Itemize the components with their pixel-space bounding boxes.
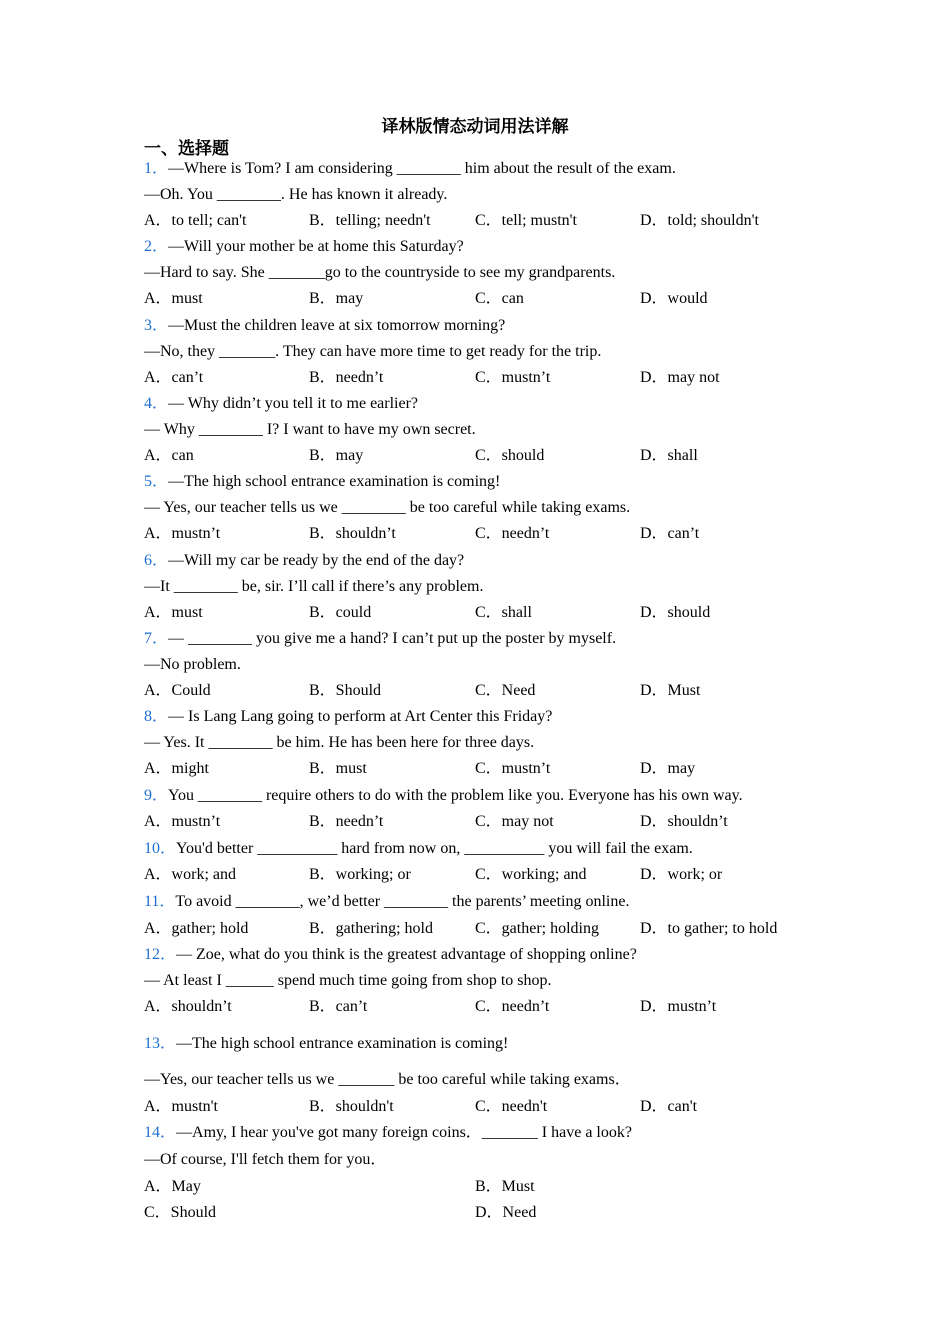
option-d[interactable]: D．mustn’t	[640, 998, 717, 1015]
question-text: — Is Lang Lang going to perform at Art Center this Friday?	[168, 708, 553, 725]
option-c[interactable]: C．working; and	[475, 866, 587, 883]
question-14-line-2: —Of course, I'll fetch them for you．	[144, 1151, 387, 1168]
question-text: —Amy, I hear you've got many foreign coins．_______ I have a look?	[176, 1124, 632, 1141]
option-b[interactable]: B．must	[309, 760, 367, 777]
question-4	[144, 394, 418, 414]
option-a[interactable]: A．might	[144, 760, 209, 777]
question-number: 11．	[144, 893, 176, 910]
option-c[interactable]: C．Should	[144, 1204, 217, 1221]
option-d[interactable]: D．would	[640, 290, 708, 307]
question-number: 12．	[144, 946, 177, 963]
option-c[interactable]: C．can	[475, 290, 524, 307]
question-text: To avoid ________, we’d better ________ the parents’ meeting online.	[175, 893, 630, 910]
question-number: 14．	[144, 1124, 177, 1141]
option-c[interactable]: C．mustn’t	[475, 369, 551, 386]
question-text: — ________ you give me a hand? I can’t put up the poster by myself.	[168, 630, 617, 647]
question-text: You ________ require others to do with the problem like you. Everyone has his own way.	[168, 787, 743, 804]
option-b[interactable]: B．can’t	[309, 998, 368, 1015]
option-b[interactable]: B．gathering; hold	[309, 920, 433, 937]
option-d[interactable]: D．should	[640, 604, 711, 621]
question-13	[144, 1034, 508, 1054]
option-d[interactable]: D．may	[640, 760, 696, 777]
option-c[interactable]: C．needn't	[475, 1098, 548, 1115]
question-11	[144, 892, 629, 912]
option-c[interactable]: C．tell; mustn't	[475, 212, 578, 229]
option-d[interactable]: D．may not	[640, 369, 720, 386]
option-b[interactable]: B．needn’t	[309, 369, 384, 386]
question-10	[144, 839, 693, 859]
option-b[interactable]: B．telling; needn't	[309, 212, 431, 229]
option-a[interactable]: A．must	[144, 604, 203, 621]
question-text: —The high school entrance examination is coming!	[176, 1035, 509, 1052]
question-number: 4．	[144, 395, 169, 412]
option-c[interactable]: C．needn’t	[475, 998, 550, 1015]
question-12	[144, 945, 637, 965]
option-c[interactable]: C．gather; holding	[475, 920, 599, 937]
option-d[interactable]: D．can't	[640, 1098, 698, 1115]
section-heading: 一、选择题	[144, 139, 229, 159]
question-text: —Must the children leave at six tomorrow morning?	[168, 317, 506, 334]
question-6-line-2: —It ________ be, sir. I’ll call if there’s any problem.	[144, 578, 484, 595]
option-c[interactable]: C．mustn’t	[475, 760, 551, 777]
option-d[interactable]: D．to gather; to hold	[640, 920, 778, 937]
question-text: —The high school entrance examination is coming!	[168, 473, 501, 490]
option-b[interactable]: B．shouldn't	[309, 1098, 394, 1115]
option-b[interactable]: B．may	[309, 447, 364, 464]
option-a[interactable]: A．May	[144, 1178, 201, 1195]
question-2	[144, 237, 464, 257]
option-c[interactable]: C．shall	[475, 604, 532, 621]
question-number: 7．	[144, 630, 169, 647]
question-number: 9．	[144, 787, 169, 804]
option-b[interactable]: B．may	[309, 290, 364, 307]
question-number: 8．	[144, 708, 169, 725]
option-b[interactable]: B．could	[309, 604, 372, 621]
option-a[interactable]: A．Could	[144, 682, 211, 699]
question-number: 1．	[144, 160, 169, 177]
question-8	[144, 707, 552, 727]
question-number: 13．	[144, 1035, 177, 1052]
option-a[interactable]: A．mustn’t	[144, 525, 221, 542]
question-number: 5．	[144, 473, 169, 490]
option-b[interactable]: B．working; or	[309, 866, 411, 883]
question-8-line-2: — Yes. It ________ be him. He has been here for three days.	[144, 734, 535, 751]
question-5	[144, 472, 500, 492]
option-d[interactable]: D．told; shouldn't	[640, 212, 759, 229]
option-a[interactable]: A．mustn’t	[144, 813, 221, 830]
option-a[interactable]: A．gather; hold	[144, 920, 249, 937]
option-d[interactable]: D．Must	[640, 682, 701, 699]
option-a[interactable]: A．mustn't	[144, 1098, 219, 1115]
option-a[interactable]: A．can	[144, 447, 194, 464]
option-a[interactable]: A．can’t	[144, 369, 204, 386]
option-c[interactable]: C．Need	[475, 682, 536, 699]
option-c[interactable]: C．needn’t	[475, 525, 550, 542]
option-a[interactable]: A．work; and	[144, 866, 236, 883]
question-number: 2．	[144, 238, 169, 255]
question-text: You'd better __________ hard from now on, __________ you will fail the exam.	[176, 840, 693, 857]
question-3-line-2: —No, they _______. They can have more time to get ready for the trip.	[144, 343, 602, 360]
question-13-line-2: —Yes, our teacher tells us we _______ be too careful while taking exams．	[144, 1071, 631, 1088]
option-d[interactable]: D．can’t	[640, 525, 700, 542]
question-14	[144, 1123, 632, 1143]
option-c[interactable]: C．may not	[475, 813, 554, 830]
question-3	[144, 316, 505, 336]
question-text: —Where is Tom? I am considering ________ him about the result of the exam.	[168, 160, 676, 177]
question-text: — Why didn’t you tell it to me earlier?	[168, 395, 419, 412]
question-text: — Zoe, what do you think is the greatest advantage of shopping online?	[176, 946, 637, 963]
question-6	[144, 551, 464, 571]
option-d[interactable]: D．shall	[640, 447, 698, 464]
option-a[interactable]: A．shouldn’t	[144, 998, 232, 1015]
option-b[interactable]: B．needn’t	[309, 813, 384, 830]
page-title: 译林版情态动词用法详解	[381, 117, 569, 137]
question-text: —Will my car be ready by the end of the day?	[168, 552, 465, 569]
question-text: —Will your mother be at home this Saturday?	[168, 238, 464, 255]
option-d[interactable]: D．work; or	[640, 866, 723, 883]
option-b[interactable]: B．shouldn’t	[309, 525, 396, 542]
question-7-line-2: —No problem.	[144, 656, 241, 673]
question-4-line-2: — Why ________ I? I want to have my own secret.	[144, 421, 476, 438]
question-2-line-2: —Hard to say. She _______go to the countryside to see my grandparents.	[144, 264, 616, 281]
question-12-line-2: — At least I ______ spend much time going from shop to shop.	[144, 972, 552, 989]
question-1	[144, 159, 676, 179]
question-number: 6．	[144, 552, 169, 569]
question-number: 3．	[144, 317, 169, 334]
option-a[interactable]: A．to tell; can't	[144, 212, 247, 229]
option-b[interactable]: B．Must	[475, 1178, 535, 1195]
option-d[interactable]: D．Need	[475, 1204, 537, 1221]
question-1-line-2: —Oh. You ________. He has known it already.	[144, 186, 448, 203]
question-9	[144, 786, 743, 806]
option-c[interactable]: C．should	[475, 447, 545, 464]
question-7	[144, 629, 616, 649]
option-a[interactable]: A．must	[144, 290, 203, 307]
question-5-line-2: — Yes, our teacher tells us we ________ be too careful while taking exams.	[144, 499, 631, 516]
option-b[interactable]: B．Should	[309, 682, 382, 699]
option-d[interactable]: D．shouldn’t	[640, 813, 728, 830]
question-number: 10．	[144, 840, 177, 857]
